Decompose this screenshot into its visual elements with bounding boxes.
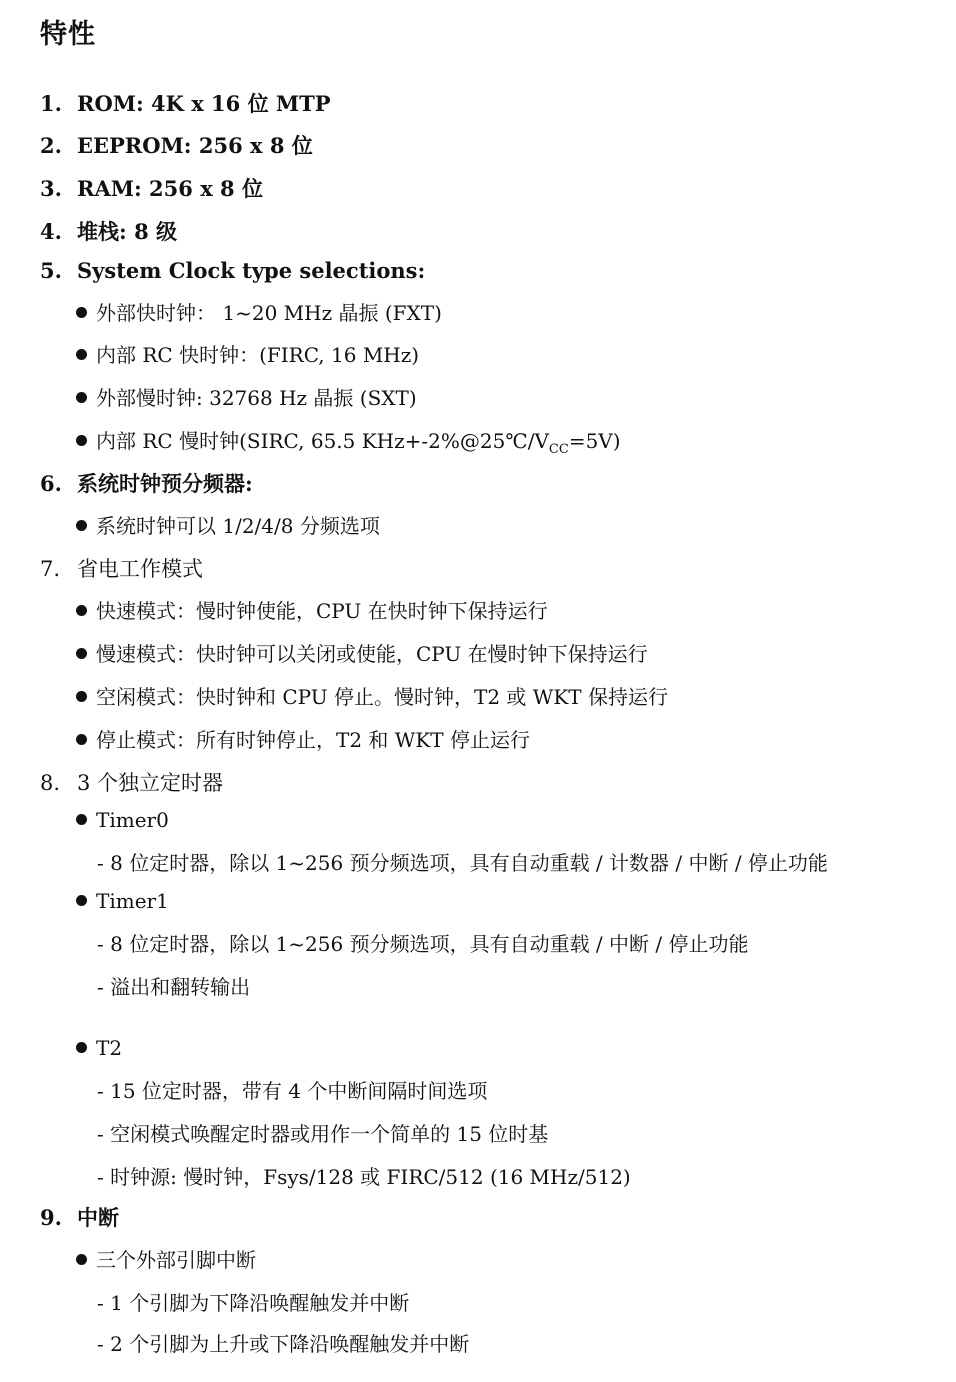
timer-detail: - 时钟源: 慢时钟，Fsys/128 或 FIRC/512 (16 MHz/512): [97, 1165, 631, 1189]
bullet-icon: [76, 895, 87, 906]
timer-detail: - 8 位定时器，除以 1~256 预分频选项，具有自动重载 / 中断 / 停止功能: [97, 932, 749, 956]
bullet-icon: [76, 814, 87, 825]
list-item: 外部快时钟： 1~20 MHz 晶振 (FXT): [76, 297, 442, 326]
list-item: 内部 RC 快时钟：(FIRC, 16 MHz): [76, 339, 419, 368]
list-item: 空闲模式：快时钟和 CPU 停止。慢时钟，T2 或 WKT 保持运行: [76, 681, 668, 710]
feature-power-modes: 7. 省电工作模式: [40, 557, 203, 581]
feature-prescaler: 6. 系统时钟预分频器:: [40, 471, 253, 496]
bullet-icon: [76, 349, 87, 360]
feature-rom: 1. ROM: 4K x 16 位 MTP: [40, 91, 331, 116]
feature-eeprom: 2. EEPROM: 256 x 8 位: [40, 133, 313, 158]
bullet-icon: [76, 435, 87, 446]
interrupt-detail: - 2 个引脚为上升或下降沿唤醒触发并中断: [97, 1332, 470, 1356]
feature-stack: 4. 堆栈: 8 级: [40, 219, 177, 244]
list-item: 系统时钟可以 1/2/4/8 分频选项: [76, 510, 380, 539]
section-title: 特性: [40, 19, 96, 50]
list-item: 外部慢时钟: 32768 Hz 晶振 (SXT): [76, 382, 417, 411]
timer-detail: - 空闲模式唤醒定时器或用作一个简单的 15 位时基: [97, 1122, 549, 1146]
list-item: 三个外部引脚中断: [76, 1244, 256, 1273]
timer-detail: - 溢出和翻转输出: [97, 975, 251, 999]
bullet-icon: [76, 691, 87, 702]
timer-item: T2: [76, 1036, 122, 1060]
feature-interrupts: 9. 中断: [40, 1205, 119, 1230]
bullet-icon: [76, 1042, 87, 1053]
list-item: 快速模式：慢时钟使能，CPU 在快时钟下保持运行: [76, 595, 548, 624]
feature-timers: 8. 3 个独立定时器: [40, 771, 224, 795]
list-item: 停止模式：所有时钟停止，T2 和 WKT 停止运行: [76, 724, 530, 753]
bullet-icon: [76, 734, 87, 745]
timer-detail: - 8 位定时器，除以 1~256 预分频选项，具有自动重载 / 计数器 / 中断 / 停止功能: [97, 851, 828, 875]
feature-system-clock: 5. System Clock type selections:: [40, 258, 426, 283]
bullet-icon: [76, 648, 87, 659]
feature-ram: 3. RAM: 256 x 8 位: [40, 176, 263, 201]
bullet-icon: [76, 392, 87, 403]
timer-detail: - 15 位定时器，带有 4 个中断间隔时间选项: [97, 1079, 488, 1103]
timer-item: Timer0: [76, 808, 169, 832]
bullet-icon: [76, 1254, 87, 1265]
bullet-icon: [76, 605, 87, 616]
interrupt-detail: - 1 个引脚为下降沿唤醒触发并中断: [97, 1291, 410, 1315]
timer-item: Timer1: [76, 889, 169, 913]
list-item: 慢速模式：快时钟可以关闭或使能，CPU 在慢时钟下保持运行: [76, 638, 648, 667]
bullet-icon: [76, 520, 87, 531]
bullet-icon: [76, 307, 87, 318]
list-item: 内部 RC 慢时钟(SIRC, 65.5 $KHz+-2\%@25℃/V_{CC}=5V$): [76, 425, 621, 457]
